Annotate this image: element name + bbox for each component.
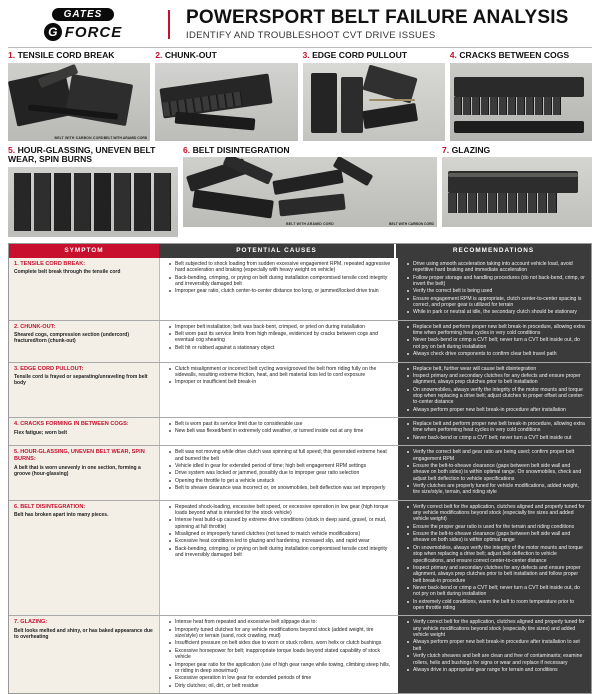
cell-label: TENSILE CORD BREAK xyxy=(17,50,115,60)
cell-symptom xyxy=(9,258,159,320)
cell-title xyxy=(450,51,592,61)
failure-photo xyxy=(8,63,150,141)
list-item: Belt to sheave clearance was incorrect or, on snowmobiles, belt deflection was set improperly xyxy=(171,485,391,491)
list-item: Verify clutches are properly tuned for vehicle modifications, added weight, tire size/style, terrain, and riding style xyxy=(409,483,586,496)
cell-title xyxy=(155,51,297,61)
list-item: Belt is worn past its service limit due to considerable use xyxy=(171,421,391,427)
cell-recommendations xyxy=(396,258,591,320)
gallery-cell-chunk-out xyxy=(155,51,297,141)
cell-causes xyxy=(159,363,396,418)
page-header xyxy=(8,6,592,47)
list-item: Excessive horsepower for belt; inappropriate torque loads beyond stated capability of stock vehicle xyxy=(171,648,391,661)
list-item: Ensure the belt-to-sheave clearance (gaps between belt side wall and sheave on both sides) is within optimal range. On snowmobiles, check and adjust belt deflection to vehicle specifications xyxy=(409,463,586,482)
cell-title xyxy=(8,51,150,61)
list-item: Belt was not moving while drive clutch was spinning at full speed; this generated extreme heat and burned the belt xyxy=(171,449,391,462)
cell-causes xyxy=(159,321,396,362)
failure-gallery xyxy=(8,47,592,237)
list-item: Always check drive components to confirm clear belt travel path xyxy=(409,351,586,357)
list-item: Excessive heat conditions led to glazing and hardening, increased slip, and rapid wear xyxy=(171,538,391,544)
list-item: Ensure the proper gear ratio is used for the terrain and riding conditions xyxy=(409,524,586,530)
symptom-title: 2. CHUNK-OUT: xyxy=(14,323,56,330)
page-subtitle: IDENTIFY AND TROUBLESHOOT CVT DRIVE ISSUES xyxy=(186,29,436,41)
cell-symptom xyxy=(9,446,159,500)
brand-block xyxy=(8,8,158,41)
photo-caption-left: BELT WITH CARBON CORD xyxy=(54,135,104,140)
table-row xyxy=(9,362,591,418)
list-item: On snowmobiles, always verify the integrity of the motor mounts and torque stop when replacing a drive belt; adjust clutches to proper offset and center-to-center distance xyxy=(409,387,586,406)
cell-number: 1. xyxy=(8,50,16,60)
cell-label: GLAZING xyxy=(451,144,491,155)
list-item: Improperly tuned clutches for any vehicle modifications beyond stock (added weight, tire size/style) or terrain (sand, rock crawling, mud) xyxy=(171,627,391,640)
gforce-logo xyxy=(44,23,123,41)
cell-symptom xyxy=(9,418,159,445)
list-item: Intense heat build-up caused by extreme drive conditions (stuck in deep sand, gravel, or mud, spinning at full throttle) xyxy=(171,517,391,530)
symptom-description: A belt that is worn unevenly in one section, forming a groove (hour-glassing) xyxy=(14,464,141,477)
g-badge-icon: G xyxy=(44,23,62,41)
list-item: Replace belt and perform proper new belt break-in procedure, allowing extra time when performing heat cycles in very cold conditions xyxy=(409,324,586,337)
cell-title xyxy=(442,146,592,156)
list-item: Never back-bend or crimp a CVT belt; never turn a CVT belt inside out xyxy=(409,435,586,441)
cell-recommendations xyxy=(396,501,591,616)
symptom-title: 1. TENSILE CORD BREAK: xyxy=(14,260,86,267)
cell-symptom xyxy=(9,363,159,418)
photo-caption-right: BELT WITH ARAMID CORD xyxy=(103,135,148,140)
list-item: Ensure engagement RPM is appropriate, clutch center-to-center spacing is correct, and proper gear is utilized for terrain xyxy=(409,296,586,309)
list-item: Vehicle idled in gear for extended period of time; high belt engagement RPM settings xyxy=(171,463,391,469)
cell-title xyxy=(183,146,437,156)
list-item: Misaligned or improperly tuned clutches (not tuned to match vehicle modifications) xyxy=(171,531,391,537)
gallery-cell-cracks-between-cogs xyxy=(450,51,592,141)
symptom-description: Belt looks melted and shiny, or has baked appearance due to overheating xyxy=(14,627,153,641)
cell-recommendations xyxy=(396,616,591,693)
table-row xyxy=(9,320,591,362)
failure-photo xyxy=(8,167,178,237)
photo-caption-left: BELT WITH ARAMID CORD xyxy=(286,222,334,227)
symptom-title: 5. HOUR-GLASSING, UNEVEN BELT WEAR, SPIN BURNS: xyxy=(14,449,145,463)
product-line-label: FORCE xyxy=(64,23,123,41)
symptom-title: 7. GLAZING: xyxy=(14,619,48,626)
gates-logo: GATES xyxy=(52,8,115,21)
list-item: Always perform proper new belt break-in procedure after installation to set belt xyxy=(409,639,586,652)
gallery-cell-hour-glassing xyxy=(8,146,178,237)
list-item: Never back-bend or crimp a CVT belt; never turn a CVT belt inside out, do not pry on belt during installation xyxy=(409,337,586,350)
symptom-title: 4. CRACKS FORMING IN BETWEEN COGS: xyxy=(14,421,129,428)
cell-number: 4. xyxy=(449,50,457,60)
list-item: Replace belt and perform proper new belt break-in procedure, allowing extra time when performing heat cycles in very cold conditions xyxy=(409,421,586,434)
cell-causes xyxy=(159,616,396,693)
failure-photo xyxy=(303,63,445,141)
table-row xyxy=(9,417,591,445)
gallery-cell-glazing xyxy=(442,146,592,237)
symptom-description: Tensile cord is frayed or separating/unraveling from belt body xyxy=(14,374,148,387)
list-item: Improper or insufficient belt break-in xyxy=(171,379,391,385)
cell-causes xyxy=(159,258,396,320)
list-item: Insufficient pressure on belt sides due to worn or stuck rollers, worn helix or clutch bushings xyxy=(171,640,391,646)
cell-number: 6. xyxy=(183,144,191,155)
gallery-row-1 xyxy=(8,51,592,141)
cell-causes xyxy=(159,446,396,500)
troubleshooting-table xyxy=(8,243,592,694)
list-item: Verify the correct belt is being used xyxy=(409,288,586,294)
cell-symptom xyxy=(9,616,159,693)
table-body xyxy=(9,258,591,693)
column-header-symptom: SYMPTOM xyxy=(9,244,159,258)
gallery-row-2 xyxy=(8,146,592,237)
header-divider xyxy=(168,10,170,39)
list-item: Belt hit or rubbed against a stationary object xyxy=(171,345,391,351)
cell-recommendations xyxy=(396,446,591,500)
list-item: Belt worn past its service limits from high mileage, evidenced by cracks between cogs and eventual cog shearing xyxy=(171,331,391,344)
failure-photo xyxy=(442,157,592,227)
list-item: Always perform proper new belt break-in procedure after installation xyxy=(409,407,586,413)
cell-recommendations xyxy=(396,321,591,362)
column-header-recommendations: RECOMMENDATIONS xyxy=(394,244,591,258)
list-item: On snowmobiles, always verify the integrity of the motor mounts and torque stop when replacing a drive belt; adjust belt deflection to vehicle specifications, and ensure correct center-to-center distance xyxy=(409,545,586,564)
table-row xyxy=(9,258,591,320)
symptom-title: 3. EDGE CORD PULLOUT: xyxy=(14,365,84,372)
list-item: Intense heat from repeated and excessive belt slippage due to: xyxy=(171,619,391,625)
cell-label: CRACKS BETWEEN COGS xyxy=(459,50,570,60)
failure-photo xyxy=(183,157,437,227)
table-header-row xyxy=(9,244,591,258)
gallery-cell-edge-cord-pullout xyxy=(303,51,445,141)
list-item: In extremely cold conditions, warm the belt to room temperature prior to open throttle riding xyxy=(409,599,586,612)
list-item: Inspect primary and secondary clutches for any defects and ensure proper alignment, always prep clutches prior to belt installation and follow proper belt break-in procedure xyxy=(409,565,586,584)
symptom-title: 6. BELT DISINTEGRATION: xyxy=(14,503,86,510)
list-item: Verify clutch sheaves and belt are clean and free of contaminants; examine rollers, helix and bushings for signs or wear and replace if necessary xyxy=(409,653,586,666)
column-header-causes: POTENTIAL CAUSES xyxy=(159,244,394,258)
page-title: POWERSPORT BELT FAILURE ANALYSIS xyxy=(186,7,569,29)
list-item: Replace belt, further wear will cause belt disintegration xyxy=(409,366,586,372)
table-row xyxy=(9,615,591,693)
cell-causes xyxy=(159,501,396,616)
symptom-description: Belt has broken apart into many pieces. xyxy=(14,512,109,519)
list-item: Drive system was locked or jammed, possibly due to improper gear ratio selection xyxy=(171,470,391,476)
cell-symptom xyxy=(9,321,159,362)
list-item: While in park or neutral at idle, the secondary clutch should be stationary xyxy=(409,309,586,315)
list-item: Excessive operation in low gear for extended periods of time xyxy=(171,675,391,681)
list-item: Verify correct belt for the application, clutches aligned and properly tuned for any vehicle modifications beyond stock (especially tire sizes and added vehicle weight) xyxy=(409,504,586,523)
list-item: Back-bending, crimping, or prying on belt during installation compromised tensile cord integrity and irreversibly damaged belt xyxy=(171,546,391,559)
cell-number: 2. xyxy=(155,50,163,60)
cell-number: 7. xyxy=(442,144,450,155)
title-block xyxy=(180,8,592,41)
failure-photo xyxy=(450,63,592,141)
list-item: Repeated shock-loading, excessive belt speed, or excessive operation in low gear (high torque loads beyond what is intended for the stock vehicle) xyxy=(171,504,391,517)
list-item: Improper gear ratio, clutch center-to-center distance too long, or jammed/locked drive train xyxy=(171,288,391,294)
list-item: Verify the correct belt and gear ratio are being used; confirm proper belt engagement RPM xyxy=(409,449,586,462)
table-row xyxy=(9,445,591,500)
cell-title xyxy=(303,51,445,61)
failure-photo xyxy=(155,63,297,141)
photo-caption-right: BELT WITH CARBON CORD xyxy=(389,222,434,227)
table-row xyxy=(9,500,591,616)
cell-causes xyxy=(159,418,396,445)
list-item: Improper gear ratio for the application (use of high gear range while towing, climbing steep hills, or riding in deep snow/mud) xyxy=(171,662,391,675)
cell-number: 3. xyxy=(302,50,310,60)
list-item: Verify correct belt for the application, clutches aligned and properly tuned for any vehicle modifications beyond stock (especially tire sizes) and added vehicle weight xyxy=(409,619,586,638)
list-item: Ensure the belt-to-sheave clearance (gaps between belt side wall and sheave on both sides) is within optimal range xyxy=(409,531,586,544)
cell-recommendations xyxy=(396,363,591,418)
cell-label: CHUNK-OUT xyxy=(164,50,217,60)
cell-label: HOUR-GLASSING, UNEVEN BELT WEAR, SPIN BURNS xyxy=(8,144,156,165)
list-item: Never back-bend or crimp a CVT belt; never turn a CVT belt inside out, do not pry on belt during installation xyxy=(409,585,586,598)
list-item: Opening the throttle to get a vehicle unstuck xyxy=(171,478,391,484)
symptom-description: Sheared cogs, compression section (undercord) fractured/torn (chunk-out) xyxy=(14,332,130,345)
list-item: Back-bending, crimping, or prying on belt during installation compromised tensile cord integrity and irreversibly damaged belt xyxy=(171,275,391,288)
gallery-cell-tensile-cord-break xyxy=(8,51,150,141)
gallery-cell-belt-disintegration xyxy=(183,146,437,237)
cell-label: EDGE CORD PULLOUT xyxy=(312,50,408,60)
cell-label: BELT DISINTEGRATION xyxy=(192,144,290,155)
list-item: Drive using smooth acceleration taking into account vehicle load, avoid repetitive hard braking and immediate acceleration xyxy=(409,261,586,274)
cell-number: 5. xyxy=(8,144,16,155)
symptom-description: Complete belt break through the tensile cord xyxy=(14,269,121,276)
list-item: Dirty clutches; oil, dirt, or belt residue xyxy=(171,683,391,689)
list-item: Clutch misalignment or incorrect belt cycling wore/grooved the belt from riding fully on the sidewalls, resulting extreme friction, heat, and belt material loss led to cord exposure xyxy=(171,366,391,379)
cell-recommendations xyxy=(396,418,591,445)
list-item: Inspect primary and secondary clutches for any defects and ensure proper alignment, always prep clutches prior to belt installation xyxy=(409,373,586,386)
list-item: Follow proper storage and handling procedures (do not back-bend, crimp, or invert the belt) xyxy=(409,275,586,288)
list-item: Always drive in appropriate gear range for terrain and conditions xyxy=(409,667,586,673)
symptom-description: Flex fatigue; worn belt xyxy=(14,429,68,436)
cell-symptom xyxy=(9,501,159,616)
cell-title xyxy=(8,146,178,165)
list-item: New belt was flexed/bent in extremely cold weather, or turned inside out at any time xyxy=(171,428,391,434)
list-item: Improper belt installation; belt was back-bent, crimped, or pried on during installation xyxy=(171,324,391,330)
list-item: Belt subjected to shock loading from sudden excessive engagement RPM, repeated aggressive hard acceleration and braking (especially with heavy weight on vehicle) xyxy=(171,261,391,274)
